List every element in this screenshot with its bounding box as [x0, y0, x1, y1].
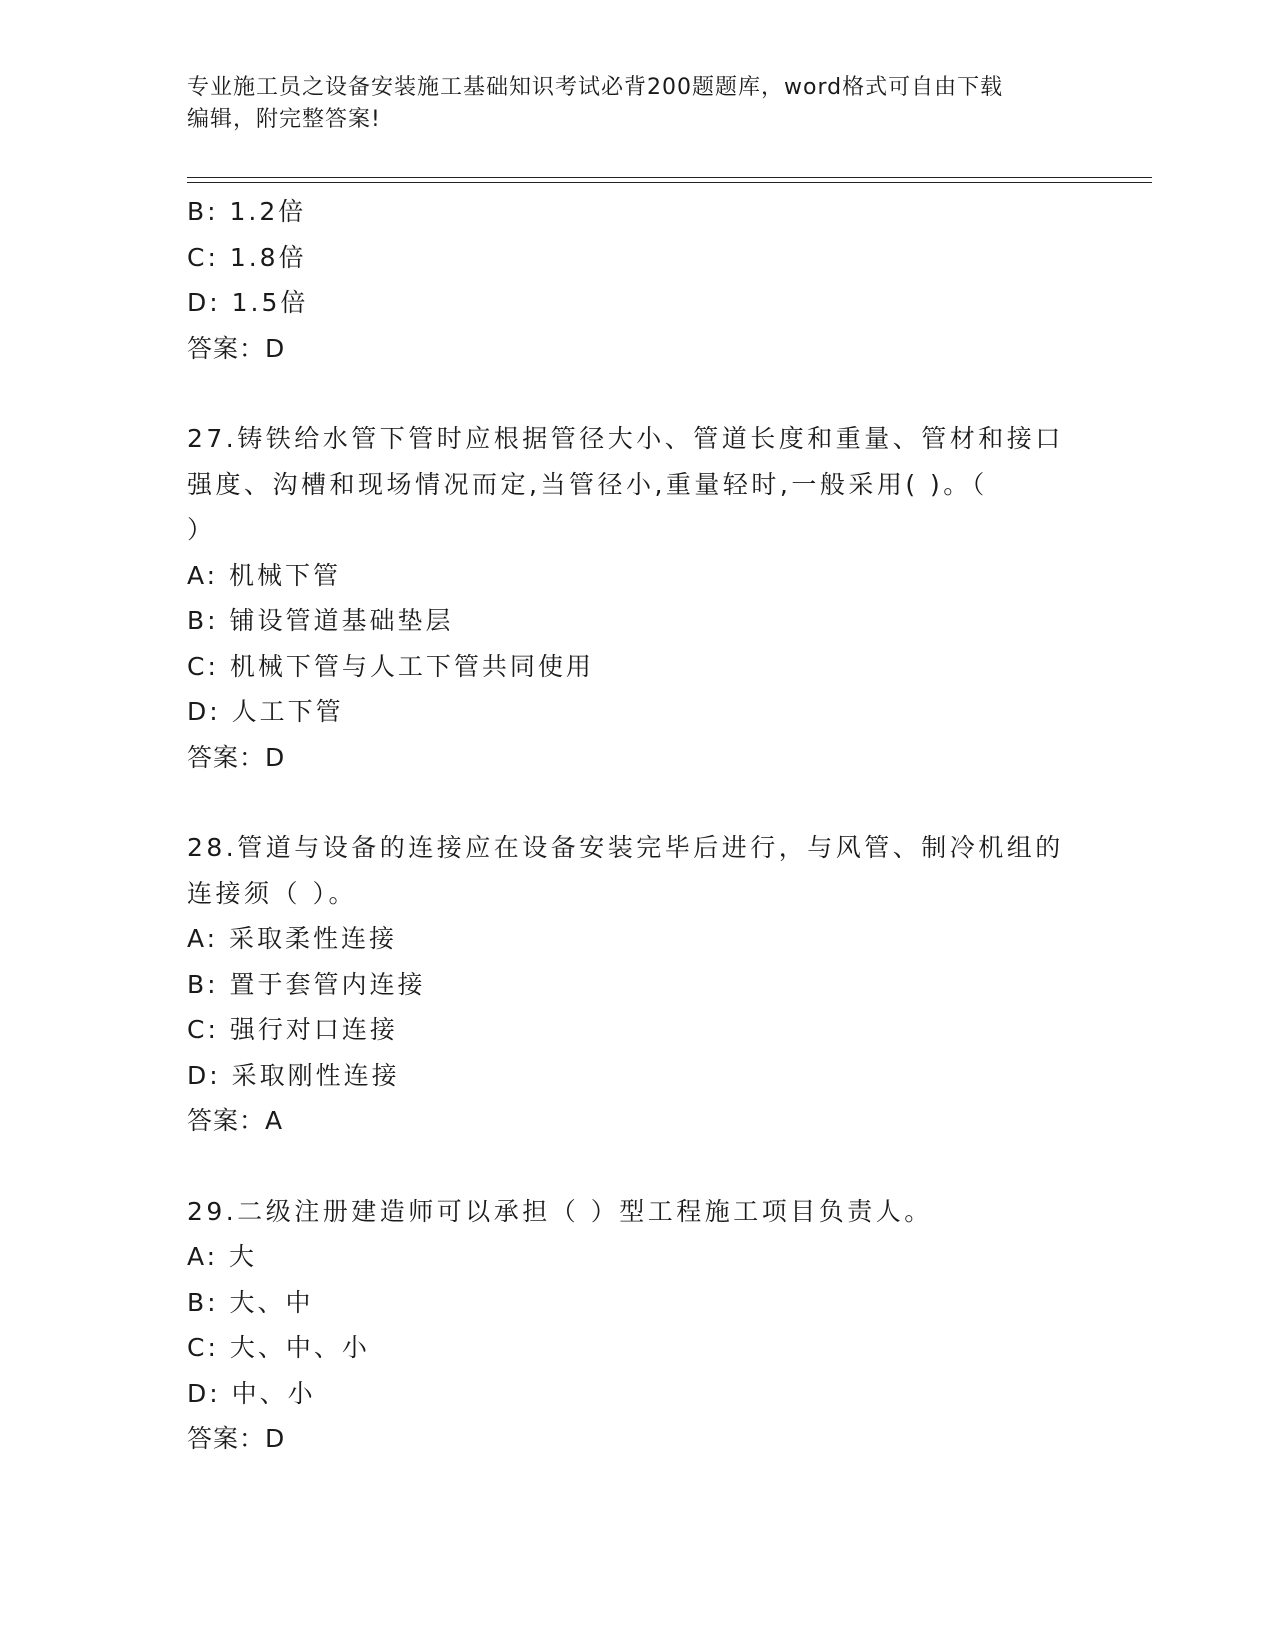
- option-b: B: 大、中: [187, 1287, 314, 1317]
- option-d: D: 人工下管: [187, 697, 344, 726]
- question-stem-line: 29.二级注册建造师可以承担（ ）型工程施工项目负责人。: [187, 1196, 933, 1226]
- option-a: A: 大: [187, 1242, 258, 1271]
- header-line-2: 编辑，附完整答案!: [187, 107, 381, 132]
- question-stem-line: 28.管道与设备的连接应在设备安装完毕后进行，与风管、制冷机组的: [187, 833, 1064, 862]
- option-d: D: 中、小: [187, 1378, 316, 1408]
- option-d: D: 1.5倍: [187, 288, 309, 317]
- option-c: C: 大、中、小: [187, 1333, 370, 1362]
- question-stem-line: ）: [187, 515, 216, 544]
- option-b: B: 1.2倍: [187, 197, 307, 226]
- document-header: [187, 72, 1067, 136]
- option-b: B: 置于套管内连接: [187, 969, 426, 999]
- question-27: [187, 416, 1087, 780]
- option-c: C: 机械下管与人工下管共同使用: [187, 651, 594, 681]
- header-rule-top: [187, 177, 1152, 178]
- answer: 答案：D: [187, 333, 286, 363]
- option-a: A: 机械下管: [187, 560, 342, 590]
- option-d: D: 采取刚性连接: [187, 1060, 400, 1090]
- header-rule-bottom: [187, 182, 1152, 183]
- question-28: [187, 825, 1087, 1144]
- question-stem-line: 27.铸铁给水管下管时应根据管径大小、管道长度和重量、管材和接口: [187, 424, 1064, 453]
- option-c: C: 1.8倍: [187, 242, 307, 272]
- answer: 答案：A: [187, 1106, 284, 1135]
- answer: 答案：D: [187, 742, 286, 772]
- question-list: [187, 189, 1087, 1462]
- answer: 答案：D: [187, 1424, 286, 1453]
- header-line-1: 专业施工员之设备安装施工基础知识考试必背200题题库，word格式可自由下载: [187, 75, 1004, 100]
- question-29: [187, 1189, 1087, 1462]
- option-b: B: 铺设管道基础垫层: [187, 606, 454, 635]
- question-26-tail: [187, 189, 1087, 371]
- option-c: C: 强行对口连接: [187, 1015, 398, 1044]
- option-a: A: 采取柔性连接: [187, 924, 398, 953]
- question-stem-line: 连接须（ ）。: [187, 878, 357, 908]
- question-stem-line: 强度、沟槽和现场情况而定,当管径小,重量轻时,一般采用( )。（: [187, 469, 988, 499]
